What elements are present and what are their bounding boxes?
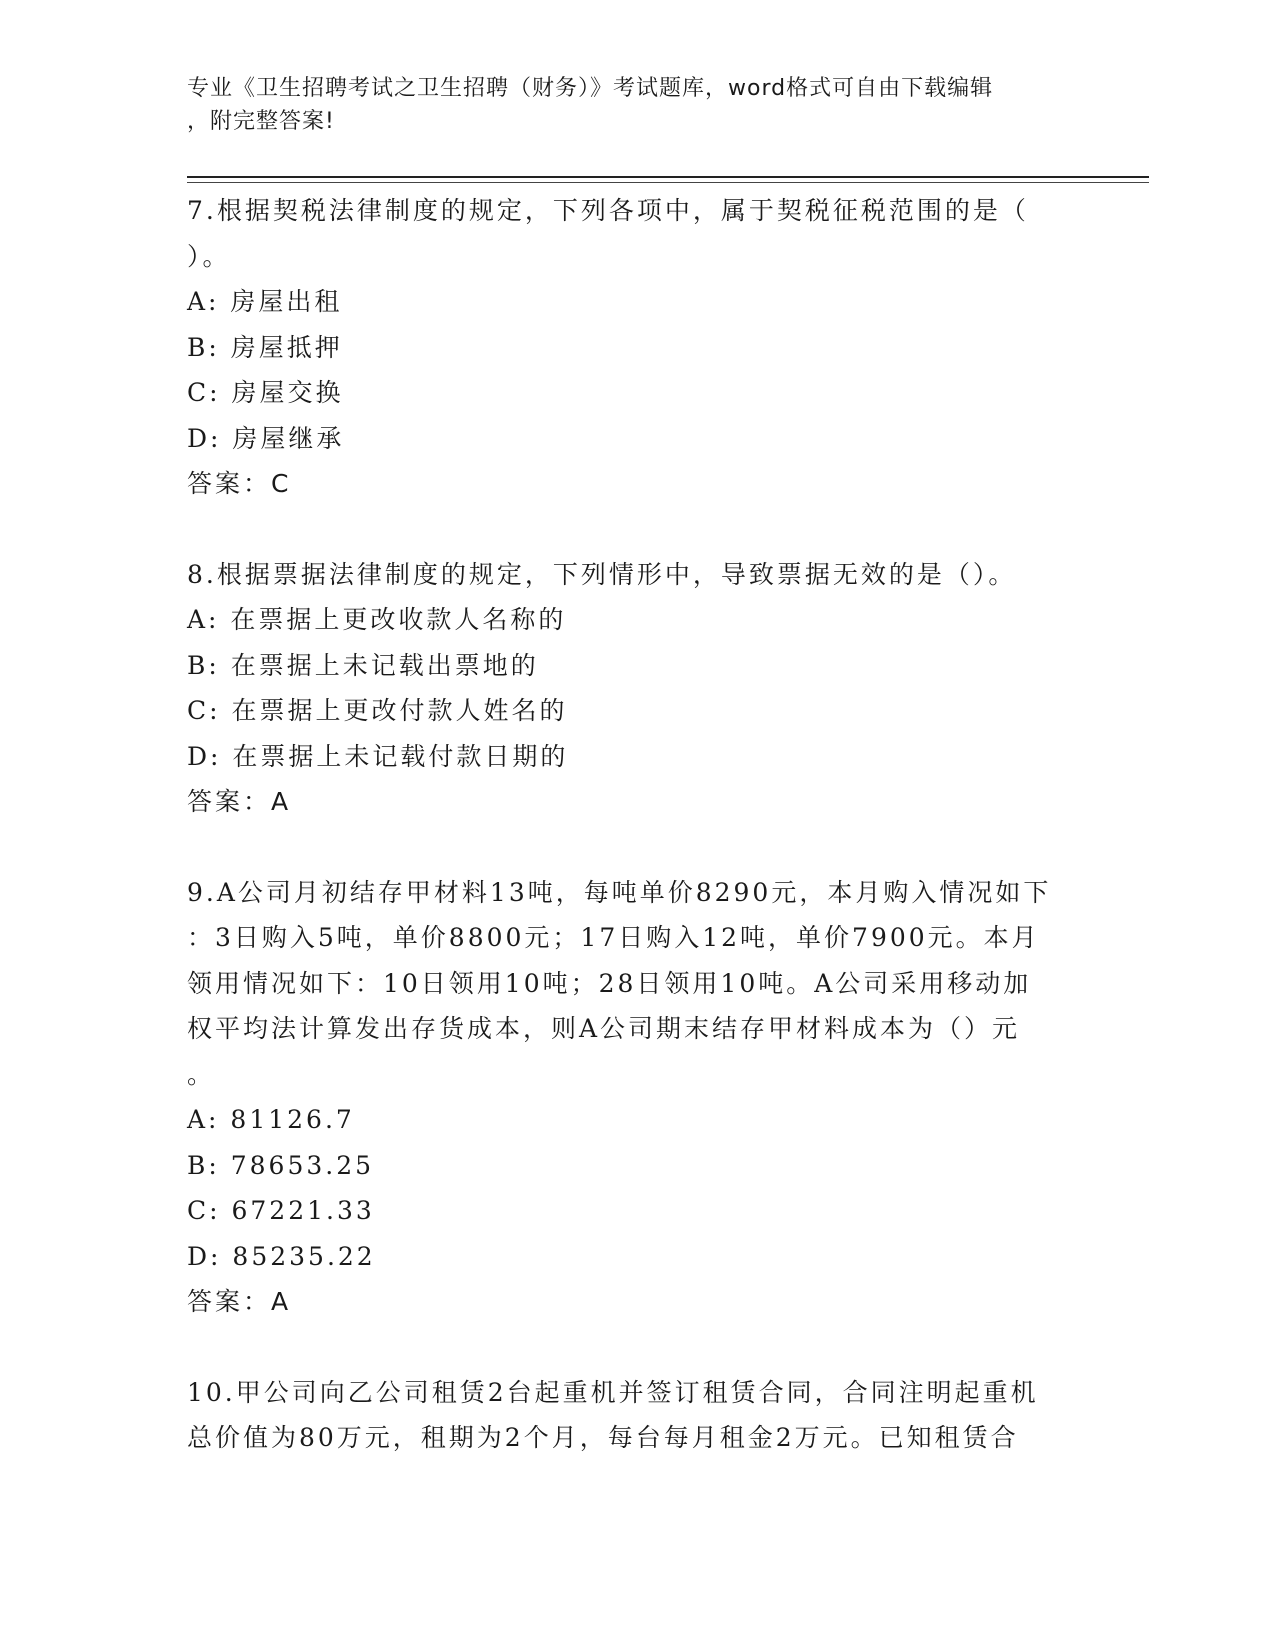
option-b: B: 在票据上未记载出票地的 bbox=[187, 650, 539, 680]
header-line-2: ，附完整答案! bbox=[187, 109, 335, 134]
question-text-line: ）。 bbox=[187, 241, 231, 271]
question-spacer bbox=[187, 825, 1087, 870]
question-list bbox=[187, 188, 1087, 1461]
option-d: D: 85235.22 bbox=[187, 1241, 376, 1271]
option-c: C: 67221.33 bbox=[187, 1196, 375, 1225]
question-text-line: 7.根据契税法律制度的规定，下列各项中，属于契税征税范围的是（ bbox=[187, 196, 1029, 225]
question-text-line: 10.甲公司向乙公司租赁2台起重机并签订租赁合同，合同注明起重机 bbox=[187, 1377, 1039, 1407]
question-10 bbox=[187, 1370, 1087, 1461]
answer-line: 答案：A bbox=[187, 1287, 292, 1316]
document-header bbox=[187, 72, 1087, 138]
question-text-line: 领用情况如下：10日领用10吨；28日领用10吨。A公司采用移动加 bbox=[187, 968, 1032, 998]
option-a: A: 房屋出租 bbox=[187, 287, 343, 316]
header-line-1: 专业《卫生招聘考试之卫生招聘（财务）》考试题库，word格式可自由下载编辑 bbox=[187, 76, 994, 101]
option-b: B: 78653.25 bbox=[187, 1150, 375, 1180]
option-b: B: 房屋抵押 bbox=[187, 332, 343, 362]
question-spacer bbox=[187, 507, 1087, 552]
option-a: A: 在票据上更改收款人名称的 bbox=[187, 605, 567, 634]
header-divider-thin bbox=[187, 182, 1149, 183]
question-text-line: 。 bbox=[187, 1059, 216, 1089]
question-8 bbox=[187, 552, 1087, 825]
option-d: D: 在票据上未记载付款日期的 bbox=[187, 741, 569, 771]
header-divider-thick bbox=[187, 176, 1149, 178]
question-7 bbox=[187, 188, 1087, 507]
question-text-line: 权平均法计算发出存货成本，则A公司期末结存甲材料成本为（）元 bbox=[187, 1014, 1021, 1043]
option-d: D: 房屋继承 bbox=[187, 423, 345, 453]
question-text-line: ：3日购入5吨，单价8800元；17日购入12吨，单价7900元。本月 bbox=[187, 923, 1040, 952]
option-c: C: 在票据上更改付款人姓名的 bbox=[187, 696, 568, 725]
question-text-line: 8.根据票据法律制度的规定，下列情形中，导致票据无效的是（）。 bbox=[187, 559, 1017, 589]
option-a: A: 81126.7 bbox=[187, 1105, 355, 1134]
question-spacer bbox=[187, 1325, 1087, 1370]
answer-line: 答案：A bbox=[187, 787, 292, 816]
question-text-line: 9.A公司月初结存甲材料13吨，每吨单价8290元，本月购入情况如下 bbox=[187, 877, 1052, 907]
question-9 bbox=[187, 870, 1087, 1325]
answer-line: 答案：C bbox=[187, 469, 292, 498]
question-text-line: 总价值为80万元，租期为2个月，每台每月租金2万元。已知租赁合 bbox=[187, 1423, 1019, 1452]
option-c: C: 房屋交换 bbox=[187, 378, 344, 407]
